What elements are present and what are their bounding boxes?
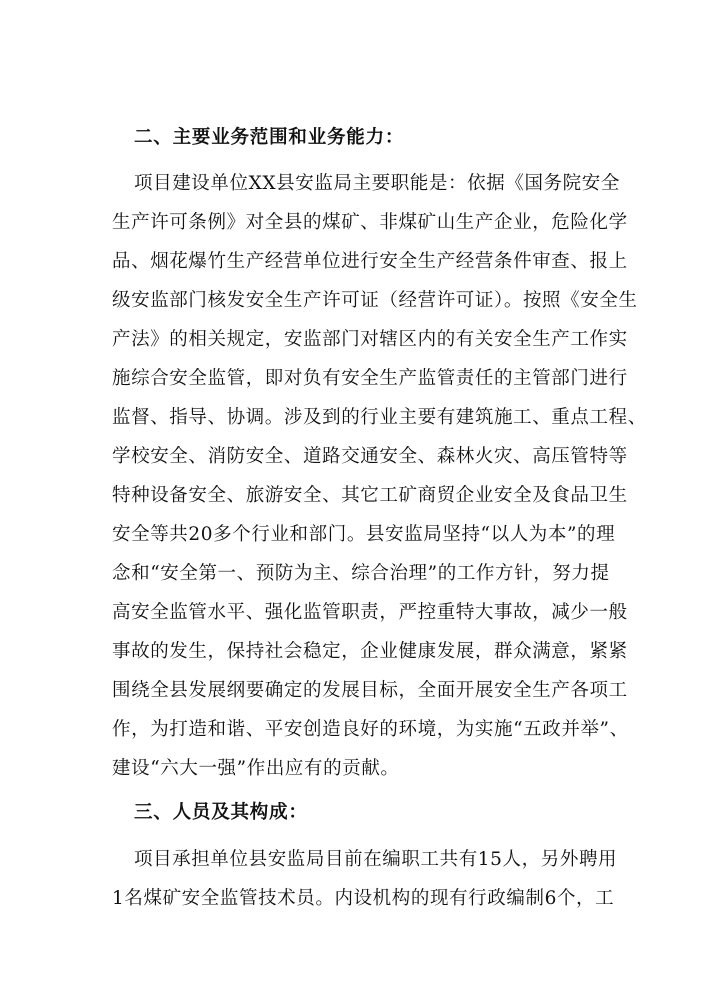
paragraph-line: 项目承担单位县安监局目前在编职工共有15人，另外聘用 xyxy=(134,849,618,870)
paragraph-line: 品、烟花爆竹生产经营单位进行安全生产经营条件审查、报上 xyxy=(112,251,628,272)
section-heading-staff: 三、人员及其构成： xyxy=(134,802,308,823)
paragraph-line: 监督、指导、协调。涉及到的行业主要有建筑施工、重点工程、 xyxy=(112,407,647,428)
paragraph-line: 特种设备安全、旅游安全、其它工矿商贸企业安全及食品卫生 xyxy=(112,485,628,506)
paragraph-line: 产法》的相关规定，安监部门对辖区内的有关安全生产工作实 xyxy=(112,329,628,350)
paragraph-line: 项目建设单位XX县安监局主要职能是：依据《国务院安全 xyxy=(134,173,620,194)
paragraph-line-last: 建设“六大一强”作出应有的贡献。 xyxy=(112,758,400,779)
paragraph-line: 施综合安全监管，即对负有安全生产监管责任的主管部门进行 xyxy=(112,368,628,389)
paragraph-line: 1名煤矿安全监管技术员。内设机构的现有行政编制6个，工 xyxy=(112,888,615,909)
paragraph-line: 高安全监管水平、强化监管职责，严控重特大事故，减少一般 xyxy=(112,602,628,623)
paragraph-line: 生产许可条例》对全县的煤矿、非煤矿山生产企业，危险化学 xyxy=(112,212,628,233)
paragraph-line: 学校安全、消防安全、道路交通安全、森林火灾、高压管特等 xyxy=(112,446,628,467)
paragraph-line: 围绕全县发展纲要确定的发展目标，全面开展安全生产各项工 xyxy=(112,680,628,701)
section-heading-business-scope: 二、主要业务范围和业务能力： xyxy=(134,127,405,148)
paragraph-line: 事故的发生，保持社会稳定，企业健康发展，群众满意，紧紧 xyxy=(112,641,628,662)
paragraph-line: 念和“安全第一、预防为主、综合治理”的工作方针，努力提 xyxy=(112,563,610,584)
paragraph-line: 作，为打造和谐、平安创造良好的环境，为实施“五政并举”、 xyxy=(112,719,629,740)
paragraph-line: 安全等共20多个行业和部门。县安监局坚持“以人为本”的理 xyxy=(112,524,616,545)
paragraph-line: 级安监部门核发安全生产许可证（经营许可证）。按照《安全生 xyxy=(112,290,638,311)
